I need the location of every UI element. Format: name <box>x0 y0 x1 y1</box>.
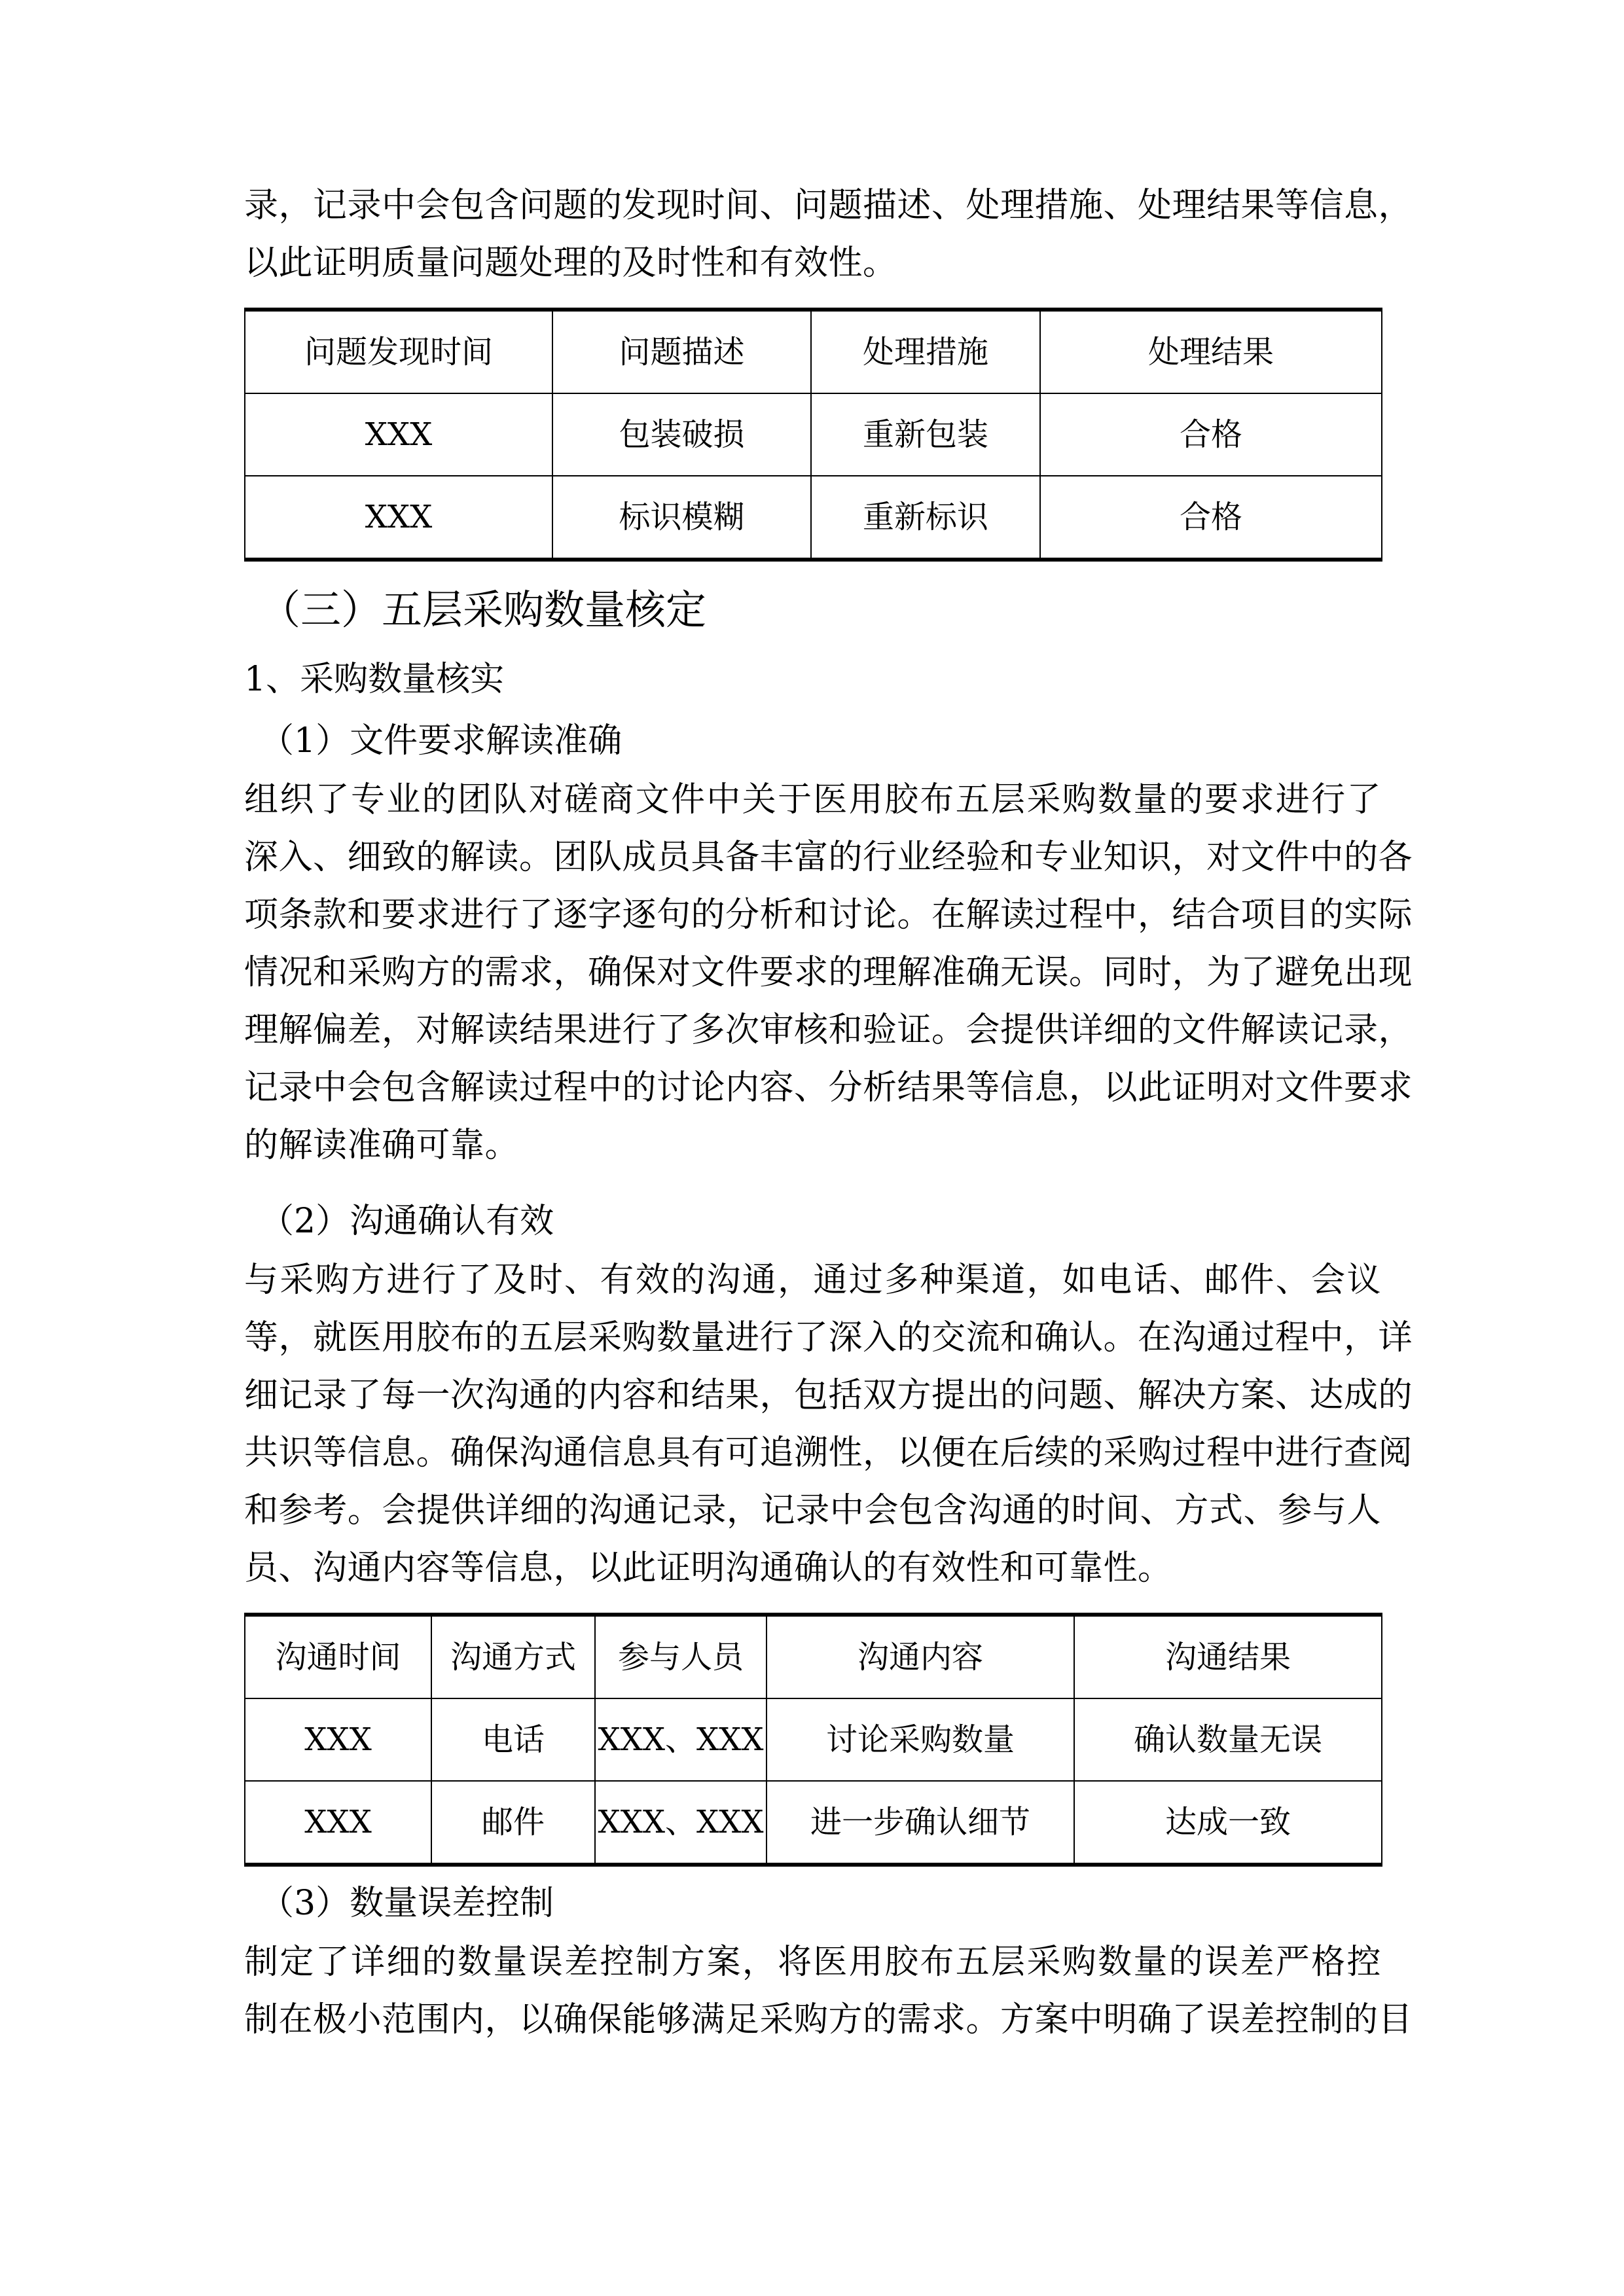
communication-record-table <box>244 1613 1382 1867</box>
table-cell: 邮件 <box>431 1781 595 1865</box>
table-row <box>245 1781 1382 1865</box>
subsection-heading-1: （1）文件要求解读准确 <box>260 721 623 761</box>
paragraph-line: 细记录了每一次沟通的内容和结果，包括双方提出的问题、解决方案、达成的 <box>244 1376 1413 1415</box>
section-heading: （三）五层采购数量核定 <box>260 586 707 634</box>
table-cell: 进一步确认细节 <box>767 1781 1074 1865</box>
table-cell: 包装破损 <box>552 393 811 476</box>
table-row <box>245 476 1382 560</box>
table-cell: 合格 <box>1040 476 1382 560</box>
table-row <box>245 393 1382 476</box>
table-header-cell: 问题描述 <box>552 310 811 393</box>
table-cell: 重新标识 <box>811 476 1040 560</box>
paragraph-line: 录，记录中会包含问题的发现时间、问题描述、处理措施、处理结果等信息， <box>244 186 1413 225</box>
paragraph-line: 情况和采购方的需求，确保对文件要求的理解准确无误。同时，为了避免出现 <box>244 953 1413 992</box>
table-cell: 合格 <box>1040 393 1382 476</box>
table-cell: 达成一致 <box>1074 1781 1382 1865</box>
paragraph-subsection-3 <box>244 1933 1413 2049</box>
numbered-heading: 1、采购数量核实 <box>244 660 505 699</box>
table-cell: 标识模糊 <box>552 476 811 560</box>
paragraph-line: 等，就医用胶布的五层采购数量进行了深入的交流和确认。在沟通过程中，详 <box>244 1318 1413 1357</box>
paragraph-line: 制定了详细的数量误差控制方案，将医用胶布五层采购数量的误差严格控 <box>244 1943 1381 1982</box>
table-cell: 讨论采购数量 <box>767 1698 1074 1781</box>
table-header-row <box>245 310 1382 393</box>
table-cell: XXX <box>245 476 552 560</box>
quality-issue-table <box>244 308 1382 562</box>
table-header-cell: 问题发现时间 <box>245 310 552 393</box>
paragraph-subsection-2 <box>244 1251 1413 1597</box>
paragraph-line: 项条款和要求进行了逐字逐句的分析和讨论。在解读过程中，结合项目的实际 <box>244 895 1413 935</box>
paragraph-subsection-1 <box>244 771 1413 1174</box>
table-header-cell: 沟通时间 <box>245 1615 431 1698</box>
paragraph-line: 与采购方进行了及时、有效的沟通，通过多种渠道，如电话、邮件、会议 <box>244 1261 1381 1300</box>
table-cell: XXX <box>245 1781 431 1865</box>
paragraph-line: 和参考。会提供详细的沟通记录，记录中会包含沟通的时间、方式、参与人 <box>244 1491 1381 1530</box>
table-cell: 电话 <box>431 1698 595 1781</box>
paragraph-line: 深入、细致的解读。团队成员具备丰富的行业经验和专业知识，对文件中的各 <box>244 838 1413 877</box>
table-cell: XXX、XXX <box>595 1781 767 1865</box>
paragraph-line: 的解读准确可靠。 <box>244 1126 520 1165</box>
table-cell: XXX、XXX <box>595 1698 767 1781</box>
paragraph-line: 记录中会包含解读过程中的讨论内容、分析结果等信息，以此证明对文件要求 <box>244 1068 1413 1107</box>
subsection-heading-3: （3）数量误差控制 <box>260 1884 554 1923</box>
table-row <box>245 1698 1382 1781</box>
paragraph-line: 制在极小范围内，以确保能够满足采购方的需求。方案中明确了误差控制的目 <box>244 2000 1413 2039</box>
paragraph-line: 理解偏差，对解读结果进行了多次审核和验证。会提供详细的文件解读记录， <box>244 1011 1413 1050</box>
paragraph-line: 共识等信息。确保沟通信息具有可追溯性，以便在后续的采购过程中进行查阅 <box>244 1433 1413 1473</box>
table-header-cell: 参与人员 <box>595 1615 767 1698</box>
subsection-heading-2: （2）沟通确认有效 <box>260 1202 554 1241</box>
table-cell: 重新包装 <box>811 393 1040 476</box>
table-header-cell: 沟通内容 <box>767 1615 1074 1698</box>
paragraph-top <box>244 177 1413 292</box>
table-header-cell: 沟通方式 <box>431 1615 595 1698</box>
paragraph-line: 员、沟通内容等信息，以此证明沟通确认的有效性和可靠性。 <box>244 1549 1172 1588</box>
table-header-cell: 沟通结果 <box>1074 1615 1382 1698</box>
table-header-row <box>245 1615 1382 1698</box>
table-cell: XXX <box>245 1698 431 1781</box>
table-header-cell: 处理结果 <box>1040 310 1382 393</box>
paragraph-spacer <box>244 1174 1381 1191</box>
paragraph-line: 以此证明质量问题处理的及时性和有效性。 <box>244 243 897 283</box>
table-cell: XXX <box>245 393 552 476</box>
table-cell: 确认数量无误 <box>1074 1698 1382 1781</box>
table-header-cell: 处理措施 <box>811 310 1040 393</box>
paragraph-line: 组织了专业的团队对磋商文件中关于医用胶布五层采购数量的要求进行了 <box>244 780 1381 819</box>
